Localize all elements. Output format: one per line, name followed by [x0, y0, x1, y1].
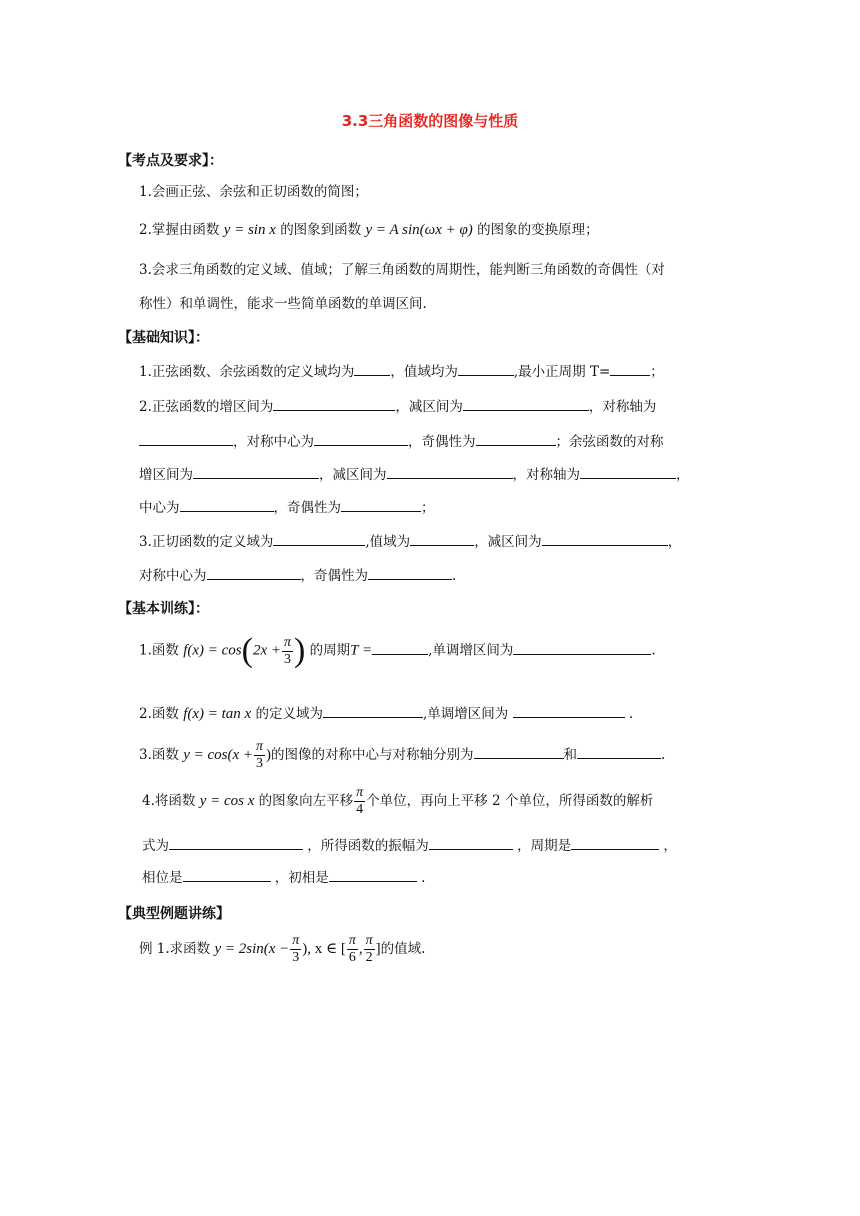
answer-blank[interactable] — [341, 497, 421, 512]
answer-blank[interactable] — [474, 744, 564, 759]
basic-item-2-line2: ，对称中心为 ，奇偶性为 ；余弦函数的对称 — [139, 430, 664, 450]
formula-y-cosx: y = cos x — [199, 793, 255, 809]
answer-blank[interactable] — [387, 464, 513, 479]
fraction-pi-over-3: $\frac{\pi}{3}$ — [292, 933, 300, 965]
fraction-pi-over-2: $\frac{\pi}{2}$ — [365, 933, 373, 965]
formula-y-cos-shift: y = cos(x + — [183, 747, 253, 763]
page-title: 3.3三角函数的图像与性质 — [341, 112, 519, 130]
section-heading-training: 【基本训练】： — [118, 601, 209, 617]
training-item-3: 3.函数 y = cos(x + $\frac{\pi}{3}$ )的图像的对称中心与对称轴分别为 和 . — [139, 739, 666, 771]
answer-blank[interactable] — [169, 835, 303, 850]
basic-item-2-line1: 2.正弦函数的增区间为 ，减区间为 ，对称轴为 — [139, 395, 656, 415]
answer-blank[interactable] — [139, 431, 233, 446]
answer-blank[interactable] — [207, 565, 301, 580]
answer-blank[interactable] — [329, 867, 417, 882]
answer-blank[interactable] — [193, 464, 319, 479]
answer-blank[interactable] — [314, 431, 408, 446]
basic-item-3-line2: 对称中心为 ，奇偶性为 . — [139, 564, 456, 584]
fraction-pi-over-6: $\frac{\pi}{6}$ — [348, 933, 356, 965]
basic-item-3-line1: 3.正切函数的定义域为 ,值域为 ，减区间为 ， — [139, 530, 681, 550]
training-item-4-line3: 相位是 ，初相是 . — [142, 866, 425, 886]
answer-blank[interactable] — [354, 361, 390, 376]
section-heading-requirements: 【考点及要求】： — [118, 153, 223, 169]
answer-blank[interactable] — [183, 867, 271, 882]
answer-blank[interactable] — [273, 531, 365, 546]
fraction-pi-over-4: $\frac{\pi}{4}$ — [356, 785, 364, 817]
formula-example-1: y = 2sin(x − — [214, 941, 290, 957]
answer-blank[interactable] — [513, 703, 625, 718]
answer-blank[interactable] — [610, 361, 650, 376]
training-item-4-line2: 式为 ，所得函数的振幅为 ，周期是 ， — [142, 834, 677, 854]
basic-item-2-line4: 中心为 ，奇偶性为 ； — [139, 496, 435, 516]
training-item-4-line1: 4.将函数 y = cos x 的图象向左平移 $\frac{\pi}{4}$ 个单位，再向上平移 2 个单位，所得函数的解析 — [142, 785, 654, 817]
answer-blank[interactable] — [476, 431, 556, 446]
answer-blank[interactable] — [323, 703, 423, 718]
req-item-2: 2.掌握由函数 y = sin x 的图象到函数 y = A sin(ωx + φ) 的图象的变换原理； — [139, 222, 599, 238]
answer-blank[interactable] — [273, 396, 395, 411]
section-heading-basics: 【基础知识】： — [118, 330, 209, 346]
section-heading-examples: 【典型例题讲练】 — [118, 906, 230, 922]
req-item-3-line1: 3.会求三角函数的定义域、值域；了解三角函数的周期性，能判断三角函数的奇偶性（对 — [139, 262, 665, 278]
formula-f-tan: f(x) = tan x — [183, 706, 252, 722]
training-item-2: 2.函数 f(x) = tan x 的定义域为 ,单调增区间为 . — [139, 702, 633, 723]
answer-blank[interactable] — [542, 531, 668, 546]
answer-blank[interactable] — [571, 835, 659, 850]
answer-blank[interactable] — [463, 396, 589, 411]
formula-y-sinx: y = sin x — [223, 222, 276, 238]
formula-y-Asin: y = A sin(ωx + φ) — [365, 222, 473, 238]
answer-blank[interactable] — [429, 835, 513, 850]
basic-item-1: 1.正弦函数、余弦函数的定义域均为 ，值域均为 ,最小正周期 T= ； — [139, 360, 664, 380]
answer-blank[interactable] — [368, 565, 452, 580]
answer-blank[interactable] — [580, 464, 676, 479]
answer-blank[interactable] — [410, 531, 474, 546]
answer-blank[interactable] — [458, 361, 514, 376]
answer-blank[interactable] — [513, 640, 651, 655]
answer-blank[interactable] — [180, 497, 274, 512]
fraction-pi-over-3: $\frac{\pi}{3}$ — [283, 634, 291, 667]
answer-blank[interactable] — [372, 640, 428, 655]
training-item-1: 1.函数 f(x) = cos(2x + $\frac{\pi}{3}$ ) 的周期T = ,单调增区间为 . — [139, 632, 656, 669]
answer-blank[interactable] — [577, 744, 661, 759]
req-item-3-line2: 称性）和单调性，能求一些简单函数的单调区间. — [139, 296, 427, 312]
req-item-1: 1.会画正弦、余弦和正切函数的简图； — [139, 184, 368, 200]
basic-item-2-line3: 增区间为 ，减区间为 ，对称轴为 ， — [139, 463, 690, 483]
fraction-pi-over-3: $\frac{\pi}{3}$ — [256, 739, 264, 771]
formula-f-cos: f(x) = cos — [183, 642, 242, 659]
example-1: 例 1.求函数 y = 2sin(x − $\frac{\pi}{3}$ ), x ∈ [ $\frac{\pi}{6}$ , $\frac{\pi}{2}$ ]的值域. — [139, 933, 426, 965]
